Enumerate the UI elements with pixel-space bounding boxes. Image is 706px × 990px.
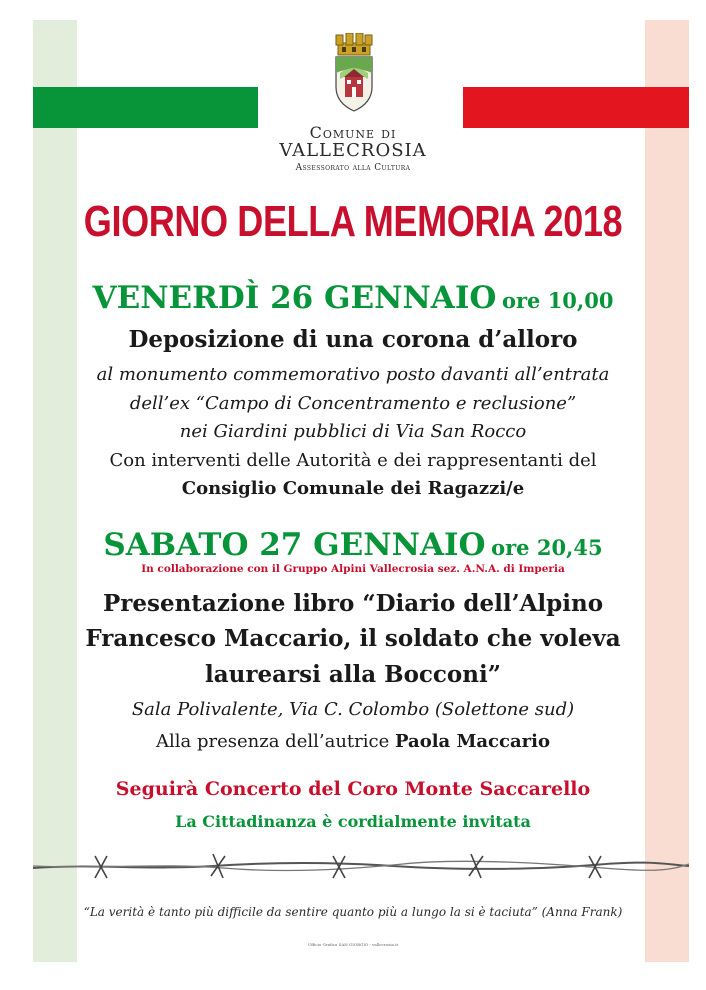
event2-book-title-line: laurearsi alla Bocconi” [205,661,501,688]
concert-announcement: Seguirà Concerto del Coro Monte Saccarello [115,778,591,800]
event1-time: ore 10,00 [501,288,614,313]
event2-date-line [0,527,706,563]
anne-frank-quote: “La verità è tanto più difficile da sentire quanto più a lungo la si è taciuta” (Anna Frank) [83,905,623,919]
event1-participants-bold: Consiglio Comunale dei Ragazzi/e [181,478,525,499]
event2-time: ore 20,45 [491,535,603,560]
barbed-wire-icon [33,848,689,882]
org-line-town: VALLECROSIA [279,140,427,161]
event1-date-line [0,280,706,316]
org-line-comune: Comune di [309,123,397,142]
poster-title: GIORNO DELLA MEMORIA 2018 [83,197,623,246]
green-flag-stripe [33,87,258,128]
event2-presence-prefix: Alla presenza dell’autrice [156,731,390,752]
event1-description-line: dell’ex “Campo di Concentramento e reclusione” [129,393,577,414]
red-flag-stripe [463,87,689,128]
print-credits: Ufficio Grafica SAN GIORGIO - vallecrosia.it [307,942,399,947]
event2-author-name: Paola Maccario [394,731,550,752]
event1-description-line: nei Giardini pubblici di Via San Rocco [179,421,527,442]
event2-presence [0,731,706,752]
invitation-line: La Cittadinanza è cordialmente invitata [175,812,531,831]
event2-date: SABATO 27 GENNAIO [103,527,486,563]
event1-date: VENERDÌ 26 GENNAIO [92,280,497,316]
event2-venue: Sala Polivalente, Via C. Colombo (Solettone sud) [131,699,575,720]
event2-collaboration: In collaborazione con il Gruppo Alpini Vallecrosia sez. A.N.A. di Imperia [141,563,565,575]
town-crest-icon [330,33,378,117]
event2-book-title-line: Francesco Maccario, il soldato che voleva [85,625,621,652]
event1-participants-line: Con interventi delle Autorità e dei rappresentanti del [109,450,597,471]
event2-book-title-line: Presentazione libro “Diario dell’Alpino [102,590,604,617]
event1-headline: Deposizione di una corona d’alloro [128,326,578,353]
org-line-department: Assessorato alla Cultura [295,163,411,173]
event1-description-line: al monumento commemorativo posto davanti all’entrata [96,364,610,385]
